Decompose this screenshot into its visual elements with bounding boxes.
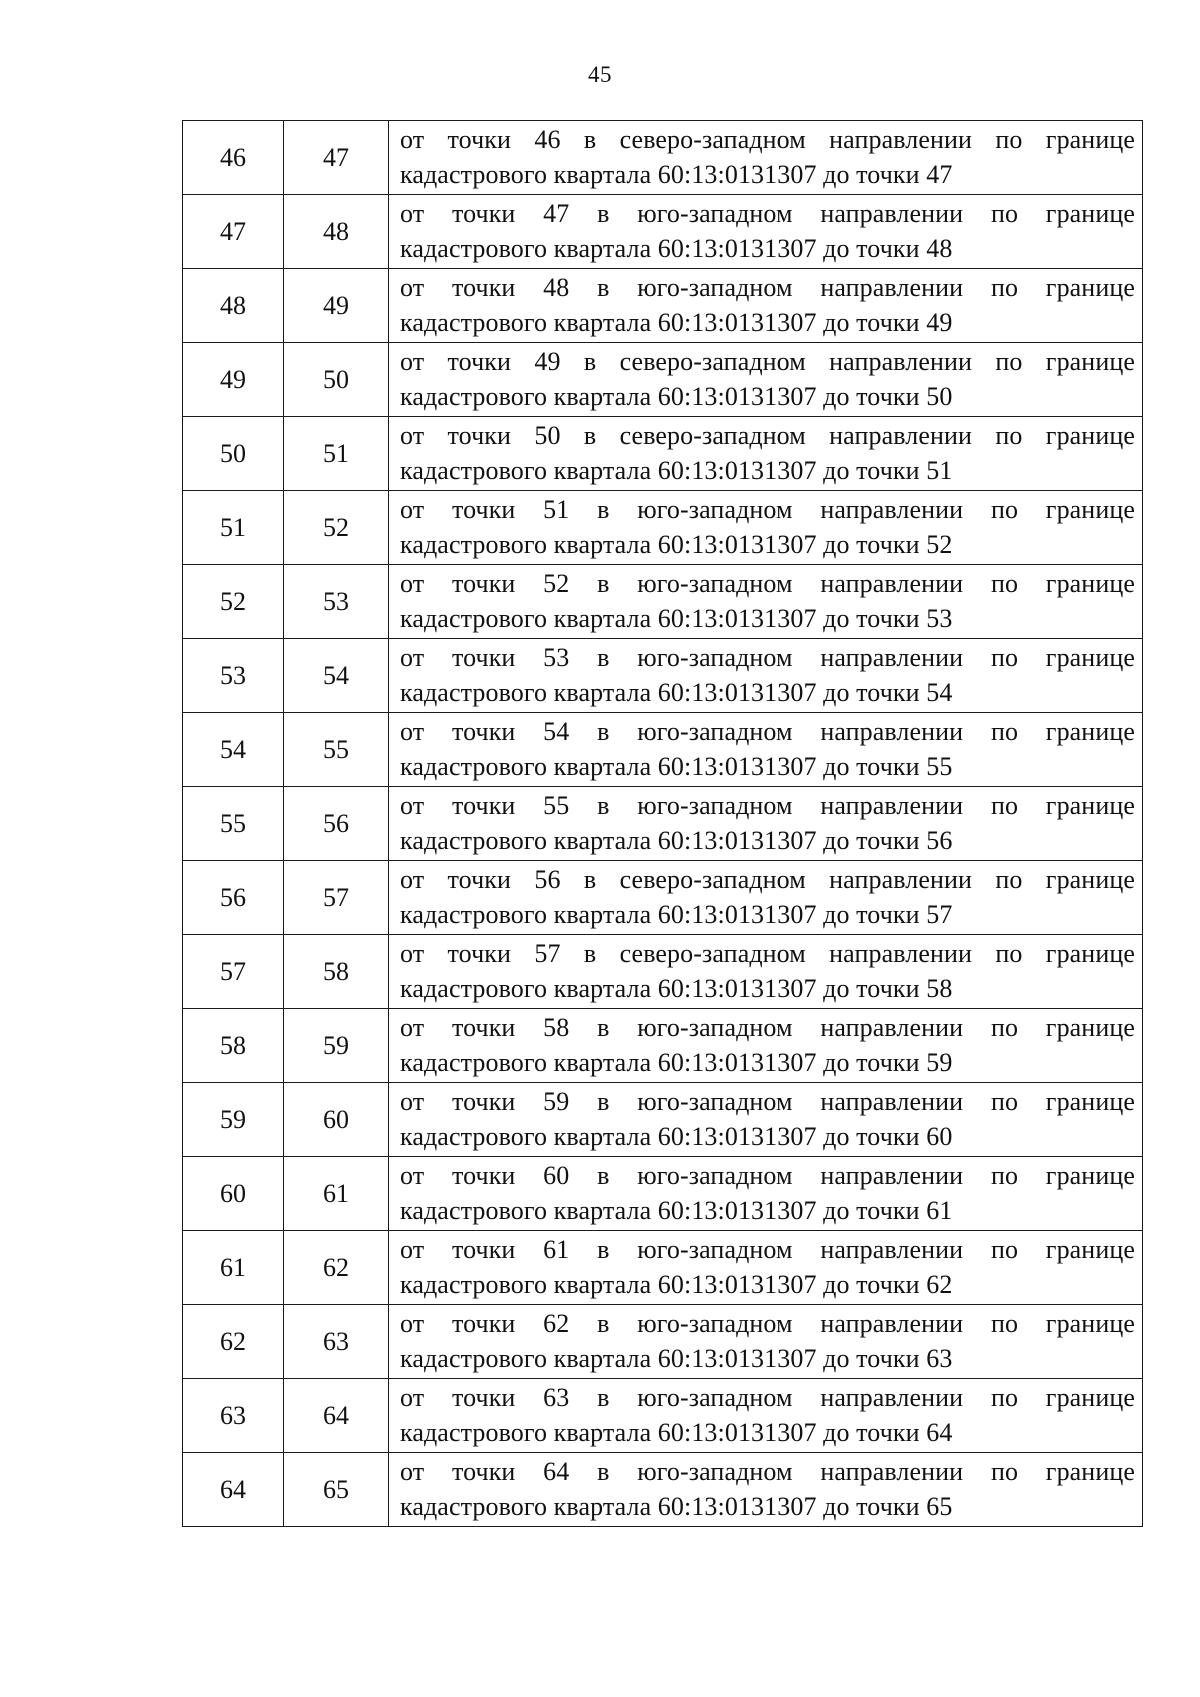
from-point-cell: 57 xyxy=(183,935,284,1009)
to-point-cell: 57 xyxy=(284,861,389,935)
table-row xyxy=(183,269,1143,343)
boundary-description-cell: от точки 58 в юго-западном направлении по границе кадастрового квартала 60:13:0131307 до точки 59 xyxy=(389,1009,1143,1083)
boundary-description-cell: от точки 47 в юго-западном направлении по границе кадастрового квартала 60:13:0131307 до точки 48 xyxy=(389,195,1143,269)
boundary-description-cell: от точки 49 в северо-западном направлении по границе кадастрового квартала 60:13:0131307 до точки 50 xyxy=(389,343,1143,417)
to-point-cell: 58 xyxy=(284,935,389,1009)
from-point-cell: 50 xyxy=(183,417,284,491)
from-point-cell: 53 xyxy=(183,639,284,713)
page-number: 45 xyxy=(588,62,612,87)
table-row xyxy=(183,639,1143,713)
to-point-cell: 51 xyxy=(284,417,389,491)
from-point-cell: 63 xyxy=(183,1379,284,1453)
from-point-cell: 49 xyxy=(183,343,284,417)
from-point-cell: 52 xyxy=(183,565,284,639)
boundary-description-cell: от точки 59 в юго-западном направлении по границе кадастрового квартала 60:13:0131307 до точки 60 xyxy=(389,1083,1143,1157)
to-point-cell: 55 xyxy=(284,713,389,787)
boundary-description-cell: от точки 46 в северо-западном направлении по границе кадастрового квартала 60:13:0131307 до точки 47 xyxy=(389,121,1143,195)
table-row xyxy=(183,1379,1143,1453)
boundary-description-cell: от точки 55 в юго-западном направлении по границе кадастрового квартала 60:13:0131307 до точки 56 xyxy=(389,787,1143,861)
table-body xyxy=(183,121,1143,1527)
to-point-cell: 62 xyxy=(284,1231,389,1305)
table-row xyxy=(183,861,1143,935)
table-row xyxy=(183,195,1143,269)
to-point-cell: 53 xyxy=(284,565,389,639)
boundary-description-cell: от точки 56 в северо-западном направлении по границе кадастрового квартала 60:13:0131307 до точки 57 xyxy=(389,861,1143,935)
table-row xyxy=(183,565,1143,639)
table-row xyxy=(183,713,1143,787)
from-point-cell: 58 xyxy=(183,1009,284,1083)
table-row xyxy=(183,935,1143,1009)
to-point-cell: 56 xyxy=(284,787,389,861)
to-point-cell: 60 xyxy=(284,1083,389,1157)
to-point-cell: 54 xyxy=(284,639,389,713)
from-point-cell: 46 xyxy=(183,121,284,195)
boundary-description-cell: от точки 50 в северо-западном направлении по границе кадастрового квартала 60:13:0131307 до точки 51 xyxy=(389,417,1143,491)
table-row xyxy=(183,1009,1143,1083)
from-point-cell: 61 xyxy=(183,1231,284,1305)
to-point-cell: 49 xyxy=(284,269,389,343)
to-point-cell: 48 xyxy=(284,195,389,269)
boundary-description-cell: от точки 60 в юго-западном направлении по границе кадастрового квартала 60:13:0131307 до точки 61 xyxy=(389,1157,1143,1231)
from-point-cell: 56 xyxy=(183,861,284,935)
to-point-cell: 64 xyxy=(284,1379,389,1453)
to-point-cell: 47 xyxy=(284,121,389,195)
table-row xyxy=(183,1305,1143,1379)
from-point-cell: 64 xyxy=(183,1453,284,1527)
to-point-cell: 65 xyxy=(284,1453,389,1527)
boundary-description-cell: от точки 54 в юго-западном направлении по границе кадастрового квартала 60:13:0131307 до точки 55 xyxy=(389,713,1143,787)
table-row xyxy=(183,343,1143,417)
table-row xyxy=(183,417,1143,491)
from-point-cell: 54 xyxy=(183,713,284,787)
boundary-description-cell: от точки 57 в северо-западном направлении по границе кадастрового квартала 60:13:0131307 до точки 58 xyxy=(389,935,1143,1009)
from-point-cell: 59 xyxy=(183,1083,284,1157)
table-row xyxy=(183,1157,1143,1231)
boundary-description-cell: от точки 53 в юго-западном направлении по границе кадастрового квартала 60:13:0131307 до точки 54 xyxy=(389,639,1143,713)
from-point-cell: 47 xyxy=(183,195,284,269)
boundary-description-cell: от точки 62 в юго-западном направлении по границе кадастрового квартала 60:13:0131307 до точки 63 xyxy=(389,1305,1143,1379)
table-row xyxy=(183,1453,1143,1527)
to-point-cell: 59 xyxy=(284,1009,389,1083)
table-row xyxy=(183,491,1143,565)
boundary-description-cell: от точки 63 в юго-западном направлении по границе кадастрового квартала 60:13:0131307 до точки 64 xyxy=(389,1379,1143,1453)
table-row xyxy=(183,1231,1143,1305)
to-point-cell: 61 xyxy=(284,1157,389,1231)
boundary-description-cell: от точки 48 в юго-западном направлении по границе кадастрового квартала 60:13:0131307 до точки 49 xyxy=(389,269,1143,343)
to-point-cell: 52 xyxy=(284,491,389,565)
from-point-cell: 62 xyxy=(183,1305,284,1379)
from-point-cell: 55 xyxy=(183,787,284,861)
boundary-description-cell: от точки 51 в юго-западном направлении по границе кадастрового квартала 60:13:0131307 до точки 52 xyxy=(389,491,1143,565)
boundary-description-cell: от точки 64 в юго-западном направлении по границе кадастрового квартала 60:13:0131307 до точки 65 xyxy=(389,1453,1143,1527)
boundary-description-table xyxy=(182,120,1143,1527)
from-point-cell: 60 xyxy=(183,1157,284,1231)
to-point-cell: 63 xyxy=(284,1305,389,1379)
from-point-cell: 51 xyxy=(183,491,284,565)
boundary-description-cell: от точки 52 в юго-западном направлении по границе кадастрового квартала 60:13:0131307 до точки 53 xyxy=(389,565,1143,639)
table-row xyxy=(183,787,1143,861)
table-row xyxy=(183,1083,1143,1157)
boundary-description-cell: от точки 61 в юго-западном направлении по границе кадастрового квартала 60:13:0131307 до точки 62 xyxy=(389,1231,1143,1305)
table-row xyxy=(183,121,1143,195)
to-point-cell: 50 xyxy=(284,343,389,417)
from-point-cell: 48 xyxy=(183,269,284,343)
